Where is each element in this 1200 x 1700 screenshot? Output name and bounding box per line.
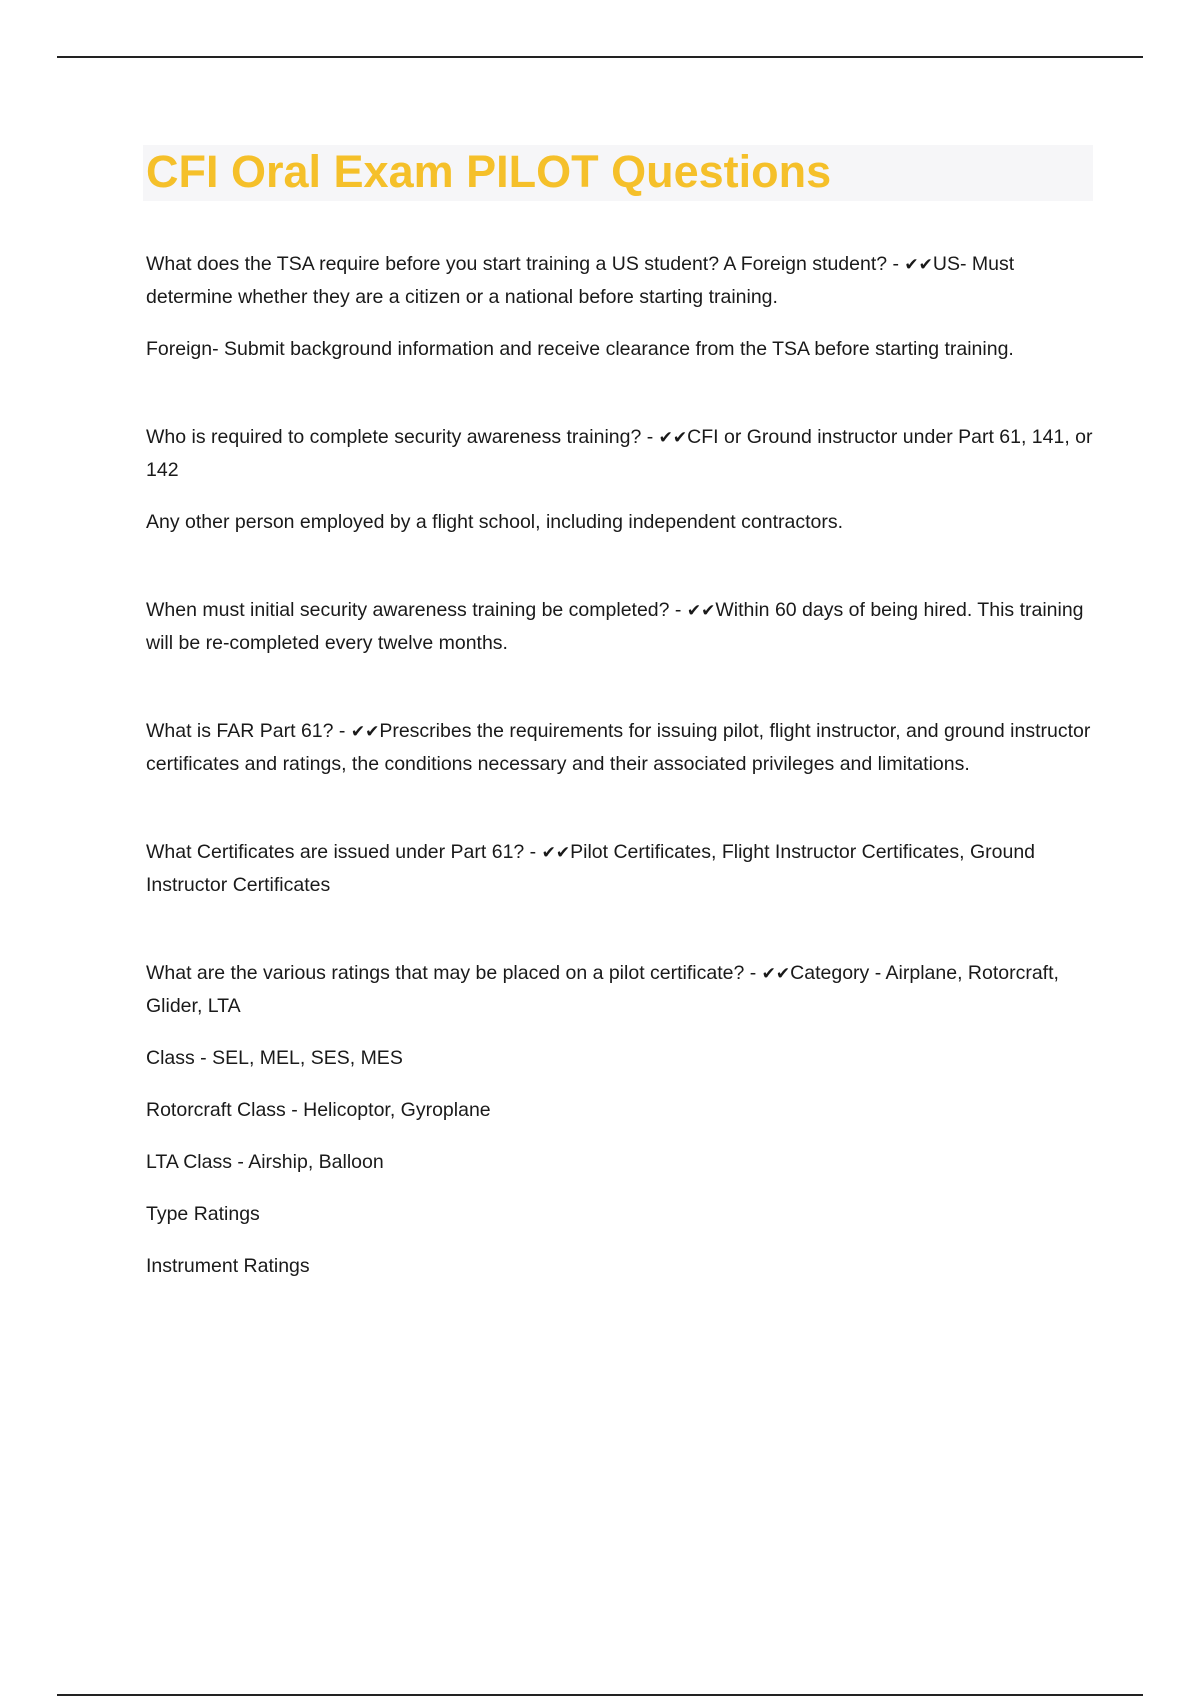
- answer-paragraph: Foreign- Submit background information and receive clearance from the TSA before starting training.: [146, 338, 1014, 360]
- question-block: [146, 715, 1096, 780]
- document-title: CFI Oral Exam PILOT Questions: [146, 146, 832, 197]
- answer-paragraph: LTA Class - Airship, Balloon: [146, 1151, 384, 1173]
- answer-paragraph: Rotorcraft Class - Helicoptor, Gyroplane: [146, 1099, 491, 1121]
- question-text: When must initial security awareness training be completed? -: [146, 599, 687, 621]
- answer-paragraph: Type Ratings: [146, 1203, 260, 1225]
- header-rule: [57, 56, 1143, 58]
- answer-text: Pilot Certificates, Flight Instructor Certificates, Ground Instructor Certificates: [146, 841, 1036, 896]
- question-paragraph: [146, 248, 1096, 313]
- document-body: [146, 248, 1096, 1282]
- answer-paragraph: Instrument Ratings: [146, 1255, 310, 1277]
- question-block: [146, 957, 1096, 1282]
- checkmark-icon: ✔✔: [541, 843, 571, 863]
- question-paragraph: [146, 594, 1096, 659]
- question-paragraph: [146, 421, 1096, 486]
- question-text: What Certificates are issued under Part 61? -: [146, 841, 542, 863]
- question-paragraph: [146, 957, 1096, 1022]
- question-text: What does the TSA require before you start training a US student? A Foreign student? -: [146, 253, 905, 275]
- question-paragraph: [146, 836, 1096, 901]
- question-text: Who is required to complete security awareness training? -: [146, 426, 659, 448]
- question-text: What are the various ratings that may be placed on a pilot certificate? -: [146, 962, 762, 984]
- answer-text: Within 60 days of being hired. This training will be re-completed every twelve months.: [146, 599, 1084, 654]
- question-text: What is FAR Part 61? -: [146, 720, 351, 742]
- question-block: [146, 421, 1096, 538]
- question-paragraph: [146, 715, 1096, 780]
- question-block: [146, 248, 1096, 365]
- checkmark-icon: ✔✔: [904, 255, 933, 275]
- checkmark-icon: ✔✔: [686, 601, 716, 621]
- checkmark-icon: ✔✔: [658, 428, 688, 448]
- question-block: [146, 836, 1096, 901]
- footer-rule: [57, 1694, 1143, 1696]
- answer-paragraph: Class - SEL, MEL, SES, MES: [146, 1047, 403, 1069]
- checkmark-icon: ✔✔: [350, 722, 380, 742]
- question-block: [146, 594, 1096, 659]
- answer-text: Prescribes the requirements for issuing pilot, flight instructor, and ground instructor certificates and ratings, the conditions necessary and their associated privileges and limitations.: [146, 720, 1091, 775]
- answer-text: US- Must determine whether they are a citizen or a national before starting training.: [146, 253, 1015, 308]
- answer-paragraph: Any other person employed by a flight school, including independent contractors.: [146, 511, 844, 533]
- answer-text: Category - Airplane, Rotorcraft, Glider, LTA: [146, 962, 1059, 1017]
- answer-text: CFI or Ground instructor under Part 61, 141, or 142: [146, 426, 1093, 481]
- checkmark-icon: ✔✔: [761, 964, 791, 984]
